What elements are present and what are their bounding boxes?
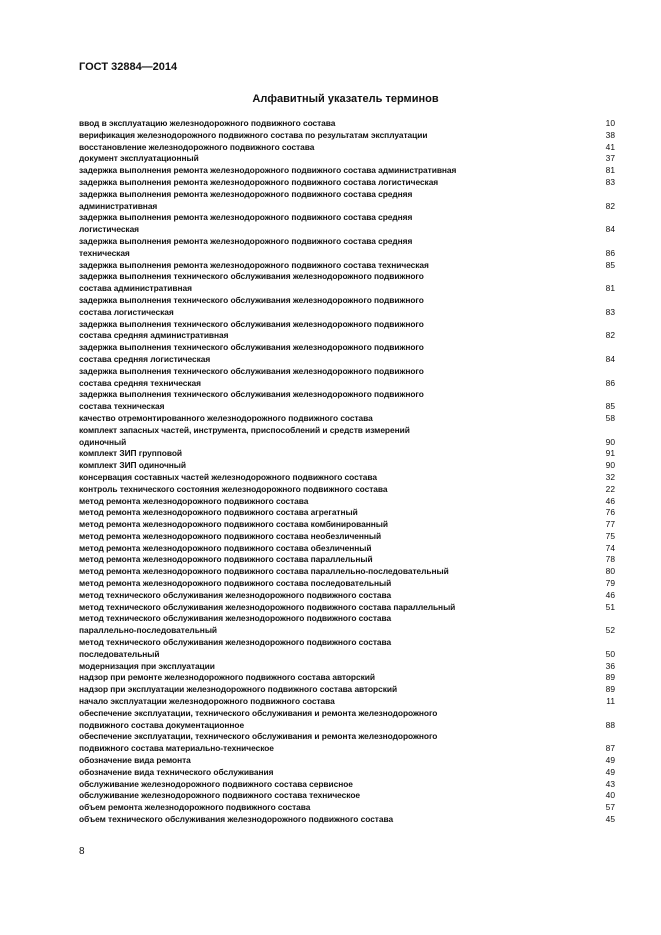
index-page-ref: 77 <box>605 519 615 530</box>
index-entry <box>79 236 615 260</box>
index-page-ref: 84 <box>605 224 615 235</box>
index-page-ref: 81 <box>605 283 615 294</box>
index-term: комплект ЗИП групповой <box>79 448 183 459</box>
index-page-ref: 38 <box>605 129 615 140</box>
index-term: метод ремонта железнодорожного подвижного состава обезличенный <box>79 542 372 553</box>
index-entry <box>79 260 615 272</box>
index-entry <box>79 554 615 566</box>
index-term: модернизация при эксплуатации <box>79 660 215 671</box>
index-term: метод технического обслуживания железнодорожного подвижного состава <box>79 589 392 600</box>
index-page-ref: 89 <box>605 684 615 695</box>
index-term: обеспечение эксплуатации, технического обслуживания и ремонта железнодорожного подвижного состава материально-техническое <box>79 731 438 754</box>
index-page-ref: 81 <box>605 165 615 176</box>
index-page-ref: 87 <box>605 743 615 754</box>
index-page-ref: 22 <box>605 483 615 494</box>
index-entry <box>79 189 615 213</box>
index-term: задержка выполнения ремонта железнодорожного подвижного состава средняя административная <box>79 188 413 211</box>
index-page-ref: 49 <box>605 755 615 766</box>
index-entry <box>79 613 615 637</box>
index-term: метод ремонта железнодорожного подвижного состава последовательный <box>79 578 392 589</box>
index-page-ref: 80 <box>605 566 615 577</box>
index-page-ref: 36 <box>605 660 615 671</box>
index-entry <box>79 295 615 319</box>
index-entry <box>79 484 615 496</box>
index-term: объем технического обслуживания железнодорожного подвижного состава <box>79 814 394 825</box>
index-page-ref: 85 <box>605 259 615 270</box>
index-term: контроль технического состояния железнодорожного подвижного состава <box>79 483 388 494</box>
index-entry <box>79 142 615 154</box>
index-page-ref: 83 <box>605 306 615 317</box>
index-page-ref: 89 <box>605 672 615 683</box>
index-entry <box>79 543 615 555</box>
index-entry <box>79 767 615 779</box>
index-term: задержка выполнения ремонта железнодорожного подвижного состава техническая <box>79 259 429 270</box>
index-page-ref: 58 <box>605 412 615 423</box>
index-term: задержка выполнения ремонта железнодорожного подвижного состава административная <box>79 165 457 176</box>
index-term: комплект ЗИП одиночный <box>79 460 186 471</box>
index-entry <box>79 731 615 755</box>
index-term: метод ремонта железнодорожного подвижного состава агрегатный <box>79 507 358 518</box>
index-page-ref: 90 <box>605 460 615 471</box>
index-term: метод ремонта железнодорожного подвижного состава параллельный <box>79 554 373 565</box>
index-entry <box>79 342 615 366</box>
index-term: надзор при эксплуатации железнодорожного подвижного состава авторский <box>79 684 398 695</box>
index-page-ref: 46 <box>605 589 615 600</box>
index-entry <box>79 212 615 236</box>
index-page-ref: 91 <box>605 448 615 459</box>
index-entry <box>79 130 615 142</box>
index-entry <box>79 472 615 484</box>
index-page-ref: 45 <box>605 814 615 825</box>
index-page-ref: 75 <box>605 530 615 541</box>
index-entry <box>79 790 615 802</box>
index-page-ref: 57 <box>605 802 615 813</box>
index-term: задержка выполнения технического обслуживания железнодорожного подвижного состава логистическая <box>79 294 424 317</box>
index-term: задержка выполнения технического обслуживания железнодорожного подвижного состава средняя техническая <box>79 365 424 388</box>
index-entry <box>79 578 615 590</box>
index-term: обозначение вида ремонта <box>79 755 191 766</box>
index-term: задержка выполнения ремонта железнодорожного подвижного состава средняя техническая <box>79 235 413 258</box>
index-term: метод ремонта железнодорожного подвижного состава комбинированный <box>79 519 388 530</box>
index-entry <box>79 153 615 165</box>
index-page-ref: 32 <box>605 471 615 482</box>
index-entry <box>79 118 615 130</box>
index-entry <box>79 319 615 343</box>
index-entry <box>79 802 615 814</box>
index-term: метод ремонта железнодорожного подвижного состава необезличенный <box>79 530 382 541</box>
index-term: метод технического обслуживания железнодорожного подвижного состава параллельно-последовательный <box>79 613 392 636</box>
index-term: метод технического обслуживания железнодорожного подвижного состава параллельный <box>79 601 456 612</box>
index-term: обслуживание железнодорожного подвижного состава сервисное <box>79 778 353 789</box>
index-page-ref: 90 <box>605 436 615 447</box>
index-page-ref: 52 <box>605 625 615 636</box>
index-page-ref: 86 <box>605 377 615 388</box>
index-term: задержка выполнения ремонта железнодорожного подвижного состава средняя логистическая <box>79 212 413 235</box>
index-term: обслуживание железнодорожного подвижного состава техническое <box>79 790 360 801</box>
index-term: ввод в эксплуатацию железнодорожного подвижного состава <box>79 118 336 128</box>
index-entry <box>79 271 615 295</box>
index-entry <box>79 366 615 390</box>
index-entry <box>79 708 615 732</box>
index-term: обеспечение эксплуатации, технического обслуживания и ремонта железнодорожного подвижного состава документационное <box>79 707 438 730</box>
term-index-list <box>79 118 615 826</box>
index-page-ref: 10 <box>605 118 615 128</box>
index-entry <box>79 779 615 791</box>
index-term: задержка выполнения ремонта железнодорожного подвижного состава логистическая <box>79 176 439 187</box>
index-page-ref: 11 <box>606 696 615 707</box>
index-page-ref: 43 <box>605 778 615 789</box>
document-header: ГОСТ 32884—2014 <box>79 61 178 73</box>
index-entry <box>79 448 615 460</box>
index-entry <box>79 755 615 767</box>
index-entry <box>79 389 615 413</box>
index-entry <box>79 672 615 684</box>
index-page-ref: 79 <box>605 578 615 589</box>
index-entry <box>79 519 615 531</box>
index-entry <box>79 684 615 696</box>
index-entry <box>79 814 615 826</box>
index-page-ref: 84 <box>605 353 615 364</box>
index-term: консервация составных частей железнодорожного подвижного состава <box>79 471 377 482</box>
index-entry <box>79 602 615 614</box>
index-term: надзор при ремонте железнодорожного подвижного состава авторский <box>79 672 375 683</box>
index-page-ref: 82 <box>605 330 615 341</box>
index-term: комплект запасных частей, инструмента, приспособлений и средств измерений одиночный <box>79 424 410 447</box>
index-term: качество отремонтированного железнодорожного подвижного состава <box>79 412 373 423</box>
index-page-ref: 51 <box>605 601 615 612</box>
index-title: Алфавитный указатель терминов <box>252 93 439 105</box>
index-page-ref: 74 <box>605 542 615 553</box>
index-entry <box>79 637 615 661</box>
index-page-ref: 88 <box>605 719 615 730</box>
index-entry <box>79 165 615 177</box>
index-page-ref: 82 <box>605 200 615 211</box>
index-entry <box>79 507 615 519</box>
index-term: документ эксплуатационный <box>79 153 199 164</box>
index-term: обозначение вида технического обслуживания <box>79 766 274 777</box>
index-page-ref: 85 <box>605 401 615 412</box>
page-number: 8 <box>79 846 85 857</box>
index-page-ref: 50 <box>605 648 615 659</box>
index-entry <box>79 177 615 189</box>
index-entry <box>79 566 615 578</box>
index-entry <box>79 413 615 425</box>
index-page-ref: 37 <box>605 153 615 164</box>
index-page-ref: 76 <box>605 507 615 518</box>
index-entry <box>79 590 615 602</box>
index-term: метод ремонта железнодорожного подвижного состава параллельно-последовательный <box>79 566 449 577</box>
index-entry <box>79 425 615 449</box>
index-page-ref: 46 <box>605 495 615 506</box>
index-page-ref: 78 <box>605 554 615 565</box>
index-term: задержка выполнения технического обслуживания железнодорожного подвижного состава средняя логистическая <box>79 342 424 364</box>
index-term: восстановление железнодорожного подвижного состава <box>79 141 315 152</box>
index-page-ref: 83 <box>605 176 615 187</box>
index-page-ref: 40 <box>605 790 615 801</box>
index-entry <box>79 460 615 472</box>
index-term: метод технического обслуживания железнодорожного подвижного состава последовательный <box>79 637 392 659</box>
index-term: задержка выполнения технического обслуживания железнодорожного подвижного состава средняя административная <box>79 318 424 341</box>
index-term: верификация железнодорожного подвижного состава по результатам эксплуатации <box>79 129 428 140</box>
index-entry <box>79 696 615 708</box>
index-entry <box>79 496 615 508</box>
index-term: начало эксплуатации железнодорожного подвижного состава <box>79 696 335 707</box>
index-page-ref: 86 <box>605 247 615 258</box>
index-term: задержка выполнения технического обслуживания железнодорожного подвижного состава административная <box>79 271 424 294</box>
index-term: задержка выполнения технического обслуживания железнодорожного подвижного состава техническая <box>79 389 424 412</box>
index-entry <box>79 531 615 543</box>
index-page-ref: 49 <box>605 766 615 777</box>
index-entry <box>79 661 615 673</box>
index-page-ref: 41 <box>605 141 615 152</box>
index-term: метод ремонта железнодорожного подвижного состава <box>79 495 309 506</box>
index-term: объем ремонта железнодорожного подвижного состава <box>79 802 311 813</box>
